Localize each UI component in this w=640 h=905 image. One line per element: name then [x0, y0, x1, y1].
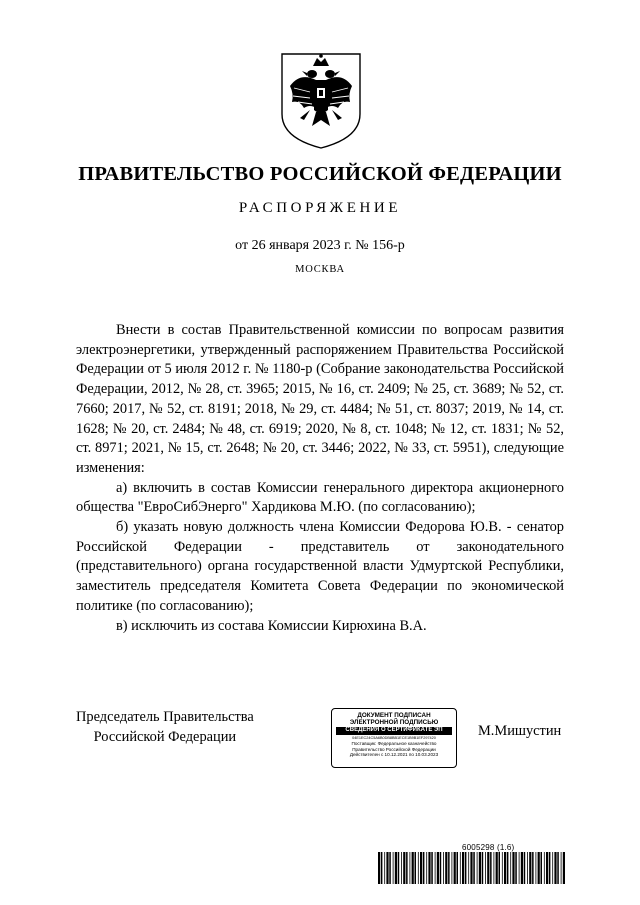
stamp-certificate-bar: СВЕДЕНИЯ О СЕРТИФИКАТЕ ЭП	[336, 727, 452, 735]
signer-name: М.Мишустин	[478, 723, 562, 739]
barcode-number: 6005298 (1.6)	[462, 843, 515, 852]
electronic-signature-stamp	[331, 708, 457, 768]
city: МОСКВА	[295, 264, 345, 275]
signer-position	[76, 708, 254, 747]
stamp-issuer-2: Правительство Российской Федерации	[352, 746, 436, 752]
coat-of-arms-emblem	[280, 52, 362, 150]
barcode-image	[378, 852, 566, 884]
paragraph-intro: Внести в состав Правительственной комиссии по вопросам развития электроэнергетики, утвержденный распоряжением Правительства Российской Федерации от 5 июля 2012 г. № 1180-р (Собрание законодательства Российской Федерации, 2012, № 28, ст. 3965; 2015, № 16, ст. 2409; № 25, ст. 3689; № 52, ст. 7660; 2017, № 52, ст. 8191; 2018, № 29, ст. 4484; № 51, ст. 8037; 2019, № 14, ст. 1628; № 20, ст. 2484; № 48, ст. 6919; 2020, № 8, ст. 1048; № 12, ст. 1831; № 52, ст. 8971; 2021, № 15, ст. 2648; № 20, ст. 3446; 2022, № 33, ст. 5951), следующие изменения:	[76, 322, 564, 476]
stamp-header-line-2: ЭЛЕКТРОННОЙ ПОДПИСЬЮ	[349, 719, 439, 727]
item-b: б) указать новую должность члена Комиссии Федорова Ю.В. - сенатор Российской Федерации - представитель от законодательного (представительного) органа государственной власти Удмуртской Республики, заместитель председателя Комитета Совета Федерации по экономической политике (по согласованию);	[76, 519, 564, 614]
government-title: ПРАВИТЕЛЬСТВО РОССИЙСКОЙ ФЕДЕРАЦИИ	[78, 163, 562, 185]
item-a: а) включить в состав Комиссии генерального директора акционерного общества "ЕвроСибЭнерго" Хардикова М.Ю. (по согласованию);	[76, 479, 564, 516]
document-body	[76, 321, 564, 636]
stamp-header-line-1: ДОКУМЕНТ ПОДПИСАН	[357, 712, 431, 719]
signer-position-line-2: Российской Федерации	[93, 728, 237, 745]
stamp-serial: 04E1EC24C5A6B0DB8BB1ECE1B9B1EF297420	[352, 735, 436, 740]
stamp-issuer-1: Поставщик: Федеральное казначейство	[351, 740, 437, 746]
item-c: в) исключить из состава Комиссии Кирюхина В.А.	[116, 617, 427, 634]
document-type: РАСПОРЯЖЕНИЕ	[238, 200, 402, 216]
date-and-number: от 26 января 2023 г. № 156-р	[235, 238, 405, 253]
signer-position-line-1: Председатель Правительства	[76, 709, 254, 725]
stamp-validity: Действителен с 10.12.2021 по 10.03.2023	[349, 752, 439, 758]
